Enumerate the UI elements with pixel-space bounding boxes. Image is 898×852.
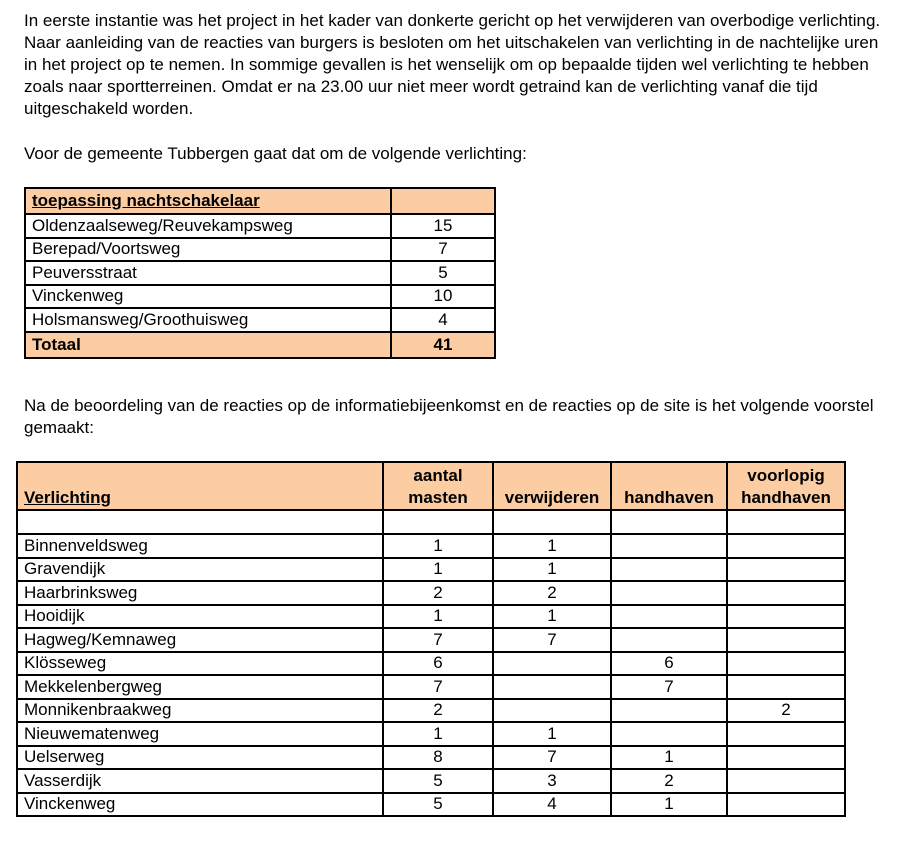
row-verwijderen (493, 699, 611, 723)
row-name: Gravendijk (17, 558, 383, 582)
row-value: 5 (391, 261, 495, 285)
blank-cell (17, 510, 383, 534)
row-voorlopig (727, 628, 845, 652)
row-handhaven: 1 (611, 793, 727, 817)
row-verwijderen: 1 (493, 534, 611, 558)
row-voorlopig (727, 534, 845, 558)
row-name: Hooidijk (17, 605, 383, 629)
row-verwijderen (493, 652, 611, 676)
row-name: Mekkelenbergweg (17, 675, 383, 699)
row-handhaven (611, 605, 727, 629)
row-verwijderen: 1 (493, 558, 611, 582)
row-name: Hagweg/Kemnaweg (17, 628, 383, 652)
row-voorlopig (727, 769, 845, 793)
row-masten: 5 (383, 769, 493, 793)
row-name: Monnikenbraakweg (17, 699, 383, 723)
blank-cell (727, 510, 845, 534)
verlichting-table (16, 461, 846, 817)
row-masten: 1 (383, 558, 493, 582)
row-name: Oldenzaalseweg/Reuvekampsweg (25, 214, 391, 238)
row-name: Vasserdijk (17, 769, 383, 793)
row-name: Vinckenweg (25, 285, 391, 309)
row-voorlopig (727, 558, 845, 582)
total-value: 41 (391, 332, 495, 358)
table-row (17, 699, 845, 723)
table-row (17, 605, 845, 629)
header-aantal-masten (383, 462, 493, 510)
table-row (17, 675, 845, 699)
table-row (17, 581, 845, 605)
row-handhaven (611, 558, 727, 582)
row-handhaven: 6 (611, 652, 727, 676)
row-masten: 8 (383, 746, 493, 770)
proposal-paragraph: Na de beoordeling van de reacties op de informatiebijeenkomst en de reacties op de site is het volgende voorstel gemaakt: (24, 396, 874, 437)
table-header-row (25, 188, 495, 214)
tubbergen-paragraph: Voor de gemeente Tubbergen gaat dat om de volgende verlichting: (24, 144, 527, 163)
row-verwijderen: 7 (493, 746, 611, 770)
row-masten: 1 (383, 534, 493, 558)
row-masten: 6 (383, 652, 493, 676)
row-name: Haarbrinksweg (17, 581, 383, 605)
row-handhaven (611, 581, 727, 605)
row-name: Nieuwematenweg (17, 722, 383, 746)
row-value: 7 (391, 238, 495, 262)
header-voorlopig: voorlopig (747, 466, 825, 485)
row-verwijderen: 2 (493, 581, 611, 605)
row-voorlopig (727, 652, 845, 676)
row-handhaven: 2 (611, 769, 727, 793)
row-masten: 2 (383, 699, 493, 723)
row-verwijderen (493, 675, 611, 699)
header-handhaven: handhaven (611, 462, 727, 510)
blank-row (17, 510, 845, 534)
row-handhaven: 7 (611, 675, 727, 699)
table-row (25, 214, 495, 238)
total-row (25, 332, 495, 358)
row-value: 4 (391, 308, 495, 332)
blank-cell (493, 510, 611, 534)
row-verwijderen: 1 (493, 722, 611, 746)
row-verwijderen: 4 (493, 793, 611, 817)
row-voorlopig (727, 581, 845, 605)
row-value: 10 (391, 285, 495, 309)
row-verwijderen: 1 (493, 605, 611, 629)
row-voorlopig (727, 675, 845, 699)
table-row (25, 285, 495, 309)
row-verwijderen: 7 (493, 628, 611, 652)
row-handhaven (611, 722, 727, 746)
intro-paragraph: In eerste instantie was het project in het kader van donkerte gericht op het verwijderen van overbodige verlichting. Naar aanleiding van de reacties van burgers is besloten om het uitschakelen van verlichting in de nachtelijke uren in het project op te nemen. In sommige gevallen is het wenselijk om op bepaalde tijden wel verlichting te hebben zoals naar sportterreinen. Omdat er na 23.00 uur niet meer wordt getraind kan de verlichting vanaf die tijd uitgeschakeld worden. (24, 11, 881, 118)
header-verlichting: Verlichting (17, 462, 383, 510)
row-name: Berepad/Voortsweg (25, 238, 391, 262)
row-verwijderen: 3 (493, 769, 611, 793)
blank-cell (383, 510, 493, 534)
header-toepassing: toepassing nachtschakelaar (25, 188, 391, 214)
table-row (17, 652, 845, 676)
table-row (25, 238, 495, 262)
row-handhaven (611, 699, 727, 723)
table-row (17, 628, 845, 652)
header-verwijderen: verwijderen (493, 462, 611, 510)
row-name: Peuversstraat (25, 261, 391, 285)
row-handhaven (611, 534, 727, 558)
row-handhaven: 1 (611, 746, 727, 770)
table-row (17, 793, 845, 817)
row-voorlopig (727, 746, 845, 770)
row-handhaven (611, 628, 727, 652)
row-voorlopig (727, 793, 845, 817)
row-masten: 2 (383, 581, 493, 605)
row-name: Klösseweg (17, 652, 383, 676)
row-masten: 1 (383, 722, 493, 746)
header-voorlopig-handhaven (727, 462, 845, 510)
header-masten: masten (408, 488, 468, 507)
row-voorlopig: 2 (727, 699, 845, 723)
table-row (25, 308, 495, 332)
row-value: 15 (391, 214, 495, 238)
table-row (17, 558, 845, 582)
row-masten: 7 (383, 675, 493, 699)
table-row (25, 261, 495, 285)
table-row (17, 722, 845, 746)
verlichting-body (17, 534, 845, 816)
nachtschakelaar-table (24, 187, 496, 359)
table-row (17, 746, 845, 770)
table-row (17, 534, 845, 558)
header-handhaven-2: handhaven (741, 488, 831, 507)
header-aantal: aantal (413, 466, 463, 485)
row-masten: 7 (383, 628, 493, 652)
row-voorlopig (727, 722, 845, 746)
row-masten: 5 (383, 793, 493, 817)
row-name: Holsmansweg/Groothuisweg (25, 308, 391, 332)
table-row (17, 769, 845, 793)
header-empty (391, 188, 495, 214)
row-voorlopig (727, 605, 845, 629)
row-masten: 1 (383, 605, 493, 629)
table-header-row (17, 462, 845, 510)
row-name: Binnenveldsweg (17, 534, 383, 558)
row-name: Vinckenweg (17, 793, 383, 817)
blank-cell (611, 510, 727, 534)
total-label: Totaal (25, 332, 391, 358)
row-name: Uelserweg (17, 746, 383, 770)
